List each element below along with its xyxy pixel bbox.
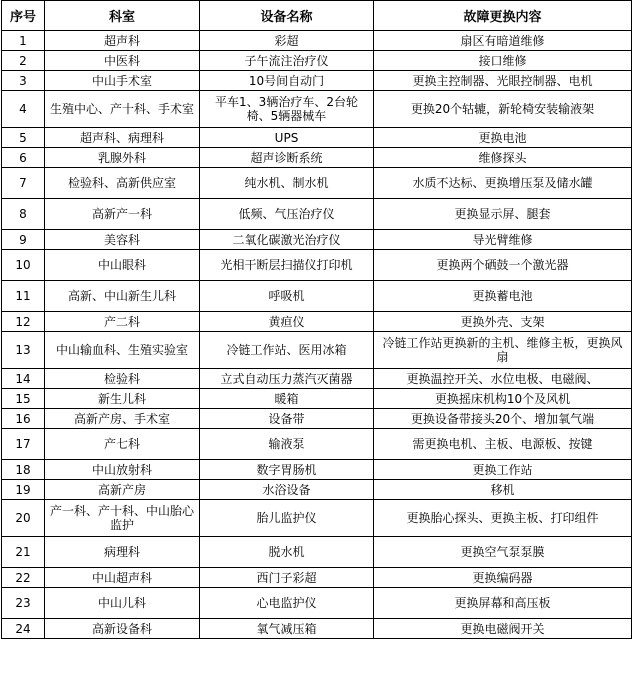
cell-repair: 扇区有暗道维修: [374, 31, 632, 51]
table-row: [2, 51, 632, 71]
table-row: [2, 148, 632, 168]
cell-device: 暖箱: [200, 389, 374, 409]
cell-repair: 更换20个轱辘，新轮椅安装输液架: [374, 91, 632, 128]
cell-department: 产一科、产十科、中山胎心监护: [45, 500, 200, 537]
cell-department: 产二科: [45, 312, 200, 332]
cell-device: 西门子彩超: [200, 568, 374, 588]
table-row: [2, 619, 632, 639]
cell-repair: 更换主控制器、光眼控制器、电机: [374, 71, 632, 91]
cell-repair: 移机: [374, 480, 632, 500]
cell-repair: 水质不达标、更换增压泵及储水罐: [374, 168, 632, 199]
cell-repair: 维修探头: [374, 148, 632, 168]
cell-department: 高新产一科: [45, 199, 200, 230]
cell-repair: 更换设备带接头20个、增加氧气端: [374, 409, 632, 429]
cell-index: 9: [2, 230, 45, 250]
cell-index: 2: [2, 51, 45, 71]
table-row: [2, 429, 632, 460]
cell-device: 呼吸机: [200, 281, 374, 312]
cell-index: 16: [2, 409, 45, 429]
cell-device: 氧气减压箱: [200, 619, 374, 639]
cell-device: 输液泵: [200, 429, 374, 460]
cell-device: 纯水机、制水机: [200, 168, 374, 199]
cell-index: 4: [2, 91, 45, 128]
table-row: [2, 281, 632, 312]
table-row: [2, 312, 632, 332]
cell-device: 子午流注治疗仪: [200, 51, 374, 71]
cell-index: 24: [2, 619, 45, 639]
cell-department: 生殖中心、产十科、手术室: [45, 91, 200, 128]
cell-device: 设备带: [200, 409, 374, 429]
cell-index: 14: [2, 369, 45, 389]
cell-department: 中山放射科: [45, 460, 200, 480]
cell-device: 胎儿监护仪: [200, 500, 374, 537]
cell-department: 中山手术室: [45, 71, 200, 91]
cell-index: 22: [2, 568, 45, 588]
table-row: [2, 537, 632, 568]
cell-repair: 更换摇床机构10个及风机: [374, 389, 632, 409]
table-row: [2, 500, 632, 537]
table-row: [2, 31, 632, 51]
header-index: 序号: [2, 1, 45, 31]
cell-index: 18: [2, 460, 45, 480]
table-row: [2, 128, 632, 148]
cell-department: 中山眼科: [45, 250, 200, 281]
cell-index: 10: [2, 250, 45, 281]
cell-department: 病理科: [45, 537, 200, 568]
table-row: [2, 409, 632, 429]
cell-repair: 更换外壳、支架: [374, 312, 632, 332]
cell-department: 超声科: [45, 31, 200, 51]
cell-index: 19: [2, 480, 45, 500]
header-repair: 故障更换内容: [374, 1, 632, 31]
cell-device: 彩超: [200, 31, 374, 51]
cell-index: 11: [2, 281, 45, 312]
cell-device: 10号间自动门: [200, 71, 374, 91]
table-row: [2, 71, 632, 91]
cell-repair: 更换蓄电池: [374, 281, 632, 312]
table-row: [2, 369, 632, 389]
table-row: [2, 91, 632, 128]
table-header-row: [2, 1, 632, 31]
cell-repair: 更换电磁阀开关: [374, 619, 632, 639]
cell-device: 立式自动压力蒸汽灭菌器: [200, 369, 374, 389]
cell-index: 5: [2, 128, 45, 148]
cell-index: 20: [2, 500, 45, 537]
cell-device: 数字胃肠机: [200, 460, 374, 480]
cell-repair: 更换胎心探头、更换主板、打印组件: [374, 500, 632, 537]
cell-device: 水浴设备: [200, 480, 374, 500]
table-row: [2, 199, 632, 230]
cell-department: 新生儿科: [45, 389, 200, 409]
cell-department: 中医科: [45, 51, 200, 71]
cell-device: 脱水机: [200, 537, 374, 568]
cell-repair: 导光臂维修: [374, 230, 632, 250]
cell-device: UPS: [200, 128, 374, 148]
cell-index: 8: [2, 199, 45, 230]
table-row: [2, 460, 632, 480]
header-device: 设备名称: [200, 1, 374, 31]
cell-device: 冷链工作站、医用冰箱: [200, 332, 374, 369]
table-row: [2, 250, 632, 281]
cell-index: 6: [2, 148, 45, 168]
cell-department: 高新产房: [45, 480, 200, 500]
table-row: [2, 230, 632, 250]
table-row: [2, 389, 632, 409]
cell-repair: 更换温控开关、水位电极、电磁阀、: [374, 369, 632, 389]
cell-department: 超声科、病理科: [45, 128, 200, 148]
cell-department: 美容科: [45, 230, 200, 250]
cell-index: 15: [2, 389, 45, 409]
cell-repair: 更换电池: [374, 128, 632, 148]
cell-device: 超声诊断系统: [200, 148, 374, 168]
cell-repair: 需更换电机、主板、电源板、按键: [374, 429, 632, 460]
cell-device: 平车1、3辆治疗车、2台轮椅、5辆器械车: [200, 91, 374, 128]
cell-department: 产七科: [45, 429, 200, 460]
cell-department: 检验科: [45, 369, 200, 389]
cell-department: 检验科、高新供应室: [45, 168, 200, 199]
repair-table: [1, 0, 632, 639]
cell-index: 13: [2, 332, 45, 369]
cell-index: 23: [2, 588, 45, 619]
cell-repair: 更换显示屏、腿套: [374, 199, 632, 230]
cell-repair: 冷链工作站更换新的主机、维修主板，更换风扇: [374, 332, 632, 369]
cell-device: 心电监护仪: [200, 588, 374, 619]
cell-department: 中山输血科、生殖实验室: [45, 332, 200, 369]
header-department: 科室: [45, 1, 200, 31]
cell-department: 中山超声科: [45, 568, 200, 588]
table-row: [2, 480, 632, 500]
cell-department: 高新产房、手术室: [45, 409, 200, 429]
cell-device: 黄疸仪: [200, 312, 374, 332]
cell-index: 21: [2, 537, 45, 568]
cell-repair: 接口维修: [374, 51, 632, 71]
cell-repair: 更换工作站: [374, 460, 632, 480]
cell-index: 1: [2, 31, 45, 51]
table-row: [2, 568, 632, 588]
cell-repair: 更换两个硒鼓一个激光器: [374, 250, 632, 281]
cell-index: 12: [2, 312, 45, 332]
cell-repair: 更换空气泵泵膜: [374, 537, 632, 568]
cell-device: 低频、气压治疗仪: [200, 199, 374, 230]
cell-department: 中山儿科: [45, 588, 200, 619]
cell-repair: 更换屏幕和高压板: [374, 588, 632, 619]
cell-index: 7: [2, 168, 45, 199]
cell-index: 17: [2, 429, 45, 460]
table-row: [2, 168, 632, 199]
cell-department: 高新、中山新生儿科: [45, 281, 200, 312]
cell-department: 高新设备科: [45, 619, 200, 639]
cell-department: 乳腺外科: [45, 148, 200, 168]
cell-index: 3: [2, 71, 45, 91]
cell-repair: 更换编码器: [374, 568, 632, 588]
cell-device: 二氧化碳激光治疗仪: [200, 230, 374, 250]
table-row: [2, 332, 632, 369]
table-row: [2, 588, 632, 619]
cell-device: 光相干断层扫描仪打印机: [200, 250, 374, 281]
